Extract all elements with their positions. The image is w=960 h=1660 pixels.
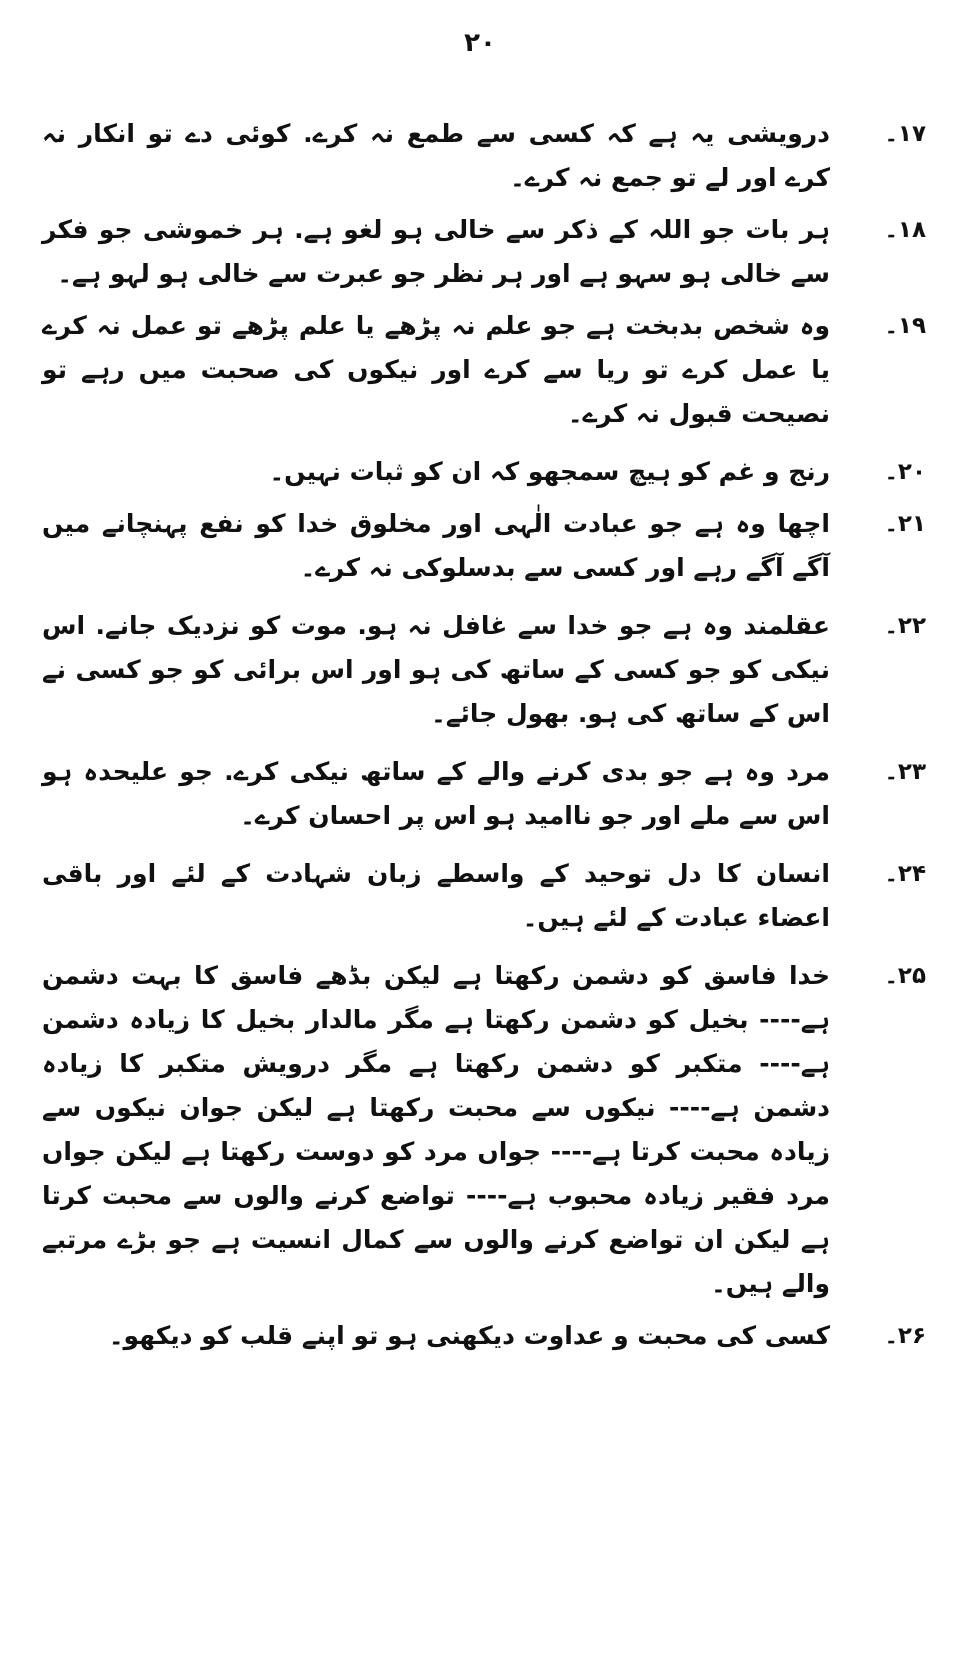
saying-text: وہ شخص بدبخت ہے جو علم نہ پڑھے یا علم پڑھے تو عمل نہ کرے یا عمل کرے تو ریا سے کرے اور نیکوں کی صحبت میں رہے تو نصیحت قبول نہ کرے۔ <box>42 311 830 428</box>
saying-number: ۲۶۔ <box>884 1323 926 1349</box>
saying-text: اچھا وہ ہے جو عبادت الٰہی اور مخلوق خدا کو نفع پہنچانے میں آگے آگے رہے اور کسی سے بدسلوکی نہ کرے۔ <box>42 509 830 582</box>
saying-24 <box>34 852 926 940</box>
saying-number: ۲۳۔ <box>884 759 926 785</box>
saying-18 <box>34 208 926 296</box>
saying-text: خدا فاسق کو دشمن رکھتا ہے لیکن بڈھے فاسق کا بہت دشمن ہے---- بخیل کو دشمن رکھتا ہے مگر مالدار بخیل کا زیادہ دشمن ہے---- متکبر کو دشمن رکھتا ہے مگر درویش متکبر کا زیادہ دشمن ہے---- نیکوں سے محبت رکھتا ہے لیکن جوان نیکوں سے زیادہ محبت کرتا ہے---- جواں مرد کو دوست رکھتا ہے لیکن جواں مرد فقیر زیادہ محبوب ہے---- تواضع کرنے والوں سے محبت کرتا ہے لیکن ان تواضع کرنے والوں سے کمال انسیت ہے جو بڑے مرتبے والے ہیں۔ <box>42 961 830 1298</box>
saying-number: ۲۲۔ <box>884 613 926 639</box>
sayings-list <box>34 112 926 1358</box>
saying-25 <box>34 954 926 1306</box>
saying-22 <box>34 604 926 736</box>
saying-17 <box>34 112 926 200</box>
saying-number: ۲۱۔ <box>884 511 926 537</box>
saying-text: مرد وہ ہے جو بدی کرنے والے کے ساتھ نیکی کرے. جو علیحدہ ہو اس سے ملے اور جو ناامید ہو اس پر احسان کرے۔ <box>42 757 830 830</box>
saying-20 <box>34 450 926 494</box>
saying-21 <box>34 502 926 590</box>
saying-number: ۲۵۔ <box>884 963 926 989</box>
saying-text: کسی کی محبت و عداوت دیکھنی ہو تو اپنے قلب کو دیکھو۔ <box>108 1321 830 1350</box>
page-number: ۲۰ <box>464 28 496 58</box>
saying-text: انسان کا دل توحید کے واسطے زبان شہادت کے لئے اور باقی اعضاء عبادت کے لئے ہیں۔ <box>42 859 830 932</box>
saying-number: ۲۰۔ <box>884 459 926 485</box>
saying-number: ۱۷۔ <box>884 121 926 147</box>
saying-text: رنج و غم کو ہیچ سمجھو کہ ان کو ثبات نہیں۔ <box>269 457 830 486</box>
saying-number: ۱۹۔ <box>884 313 926 339</box>
saying-text: ہر بات جو اللہ کے ذکر سے خالی ہو لغو ہے. ہر خموشی جو فکر سے خالی ہو سہو ہے اور ہر نظر جو عبرت سے خالی ہو لہو ہے۔ <box>42 215 830 288</box>
saying-number: ۲۴۔ <box>884 861 926 887</box>
saying-23 <box>34 750 926 838</box>
saying-number: ۱۸۔ <box>884 217 926 243</box>
saying-text: درویشی یہ ہے کہ کسی سے طمع نہ کرے. کوئی دے تو انکار نہ کرے اور لے تو جمع نہ کرے۔ <box>42 119 830 192</box>
saying-26 <box>34 1314 926 1358</box>
saying-text: عقلمند وہ ہے جو خدا سے غافل نہ ہو. موت کو نزدیک جانے. اس نیکی کو جو کسی کے ساتھ کی ہو اور اس برائی کو جو کسی نے اس کے ساتھ کی ہو. بھول جائے۔ <box>42 611 830 728</box>
saying-19 <box>34 304 926 436</box>
